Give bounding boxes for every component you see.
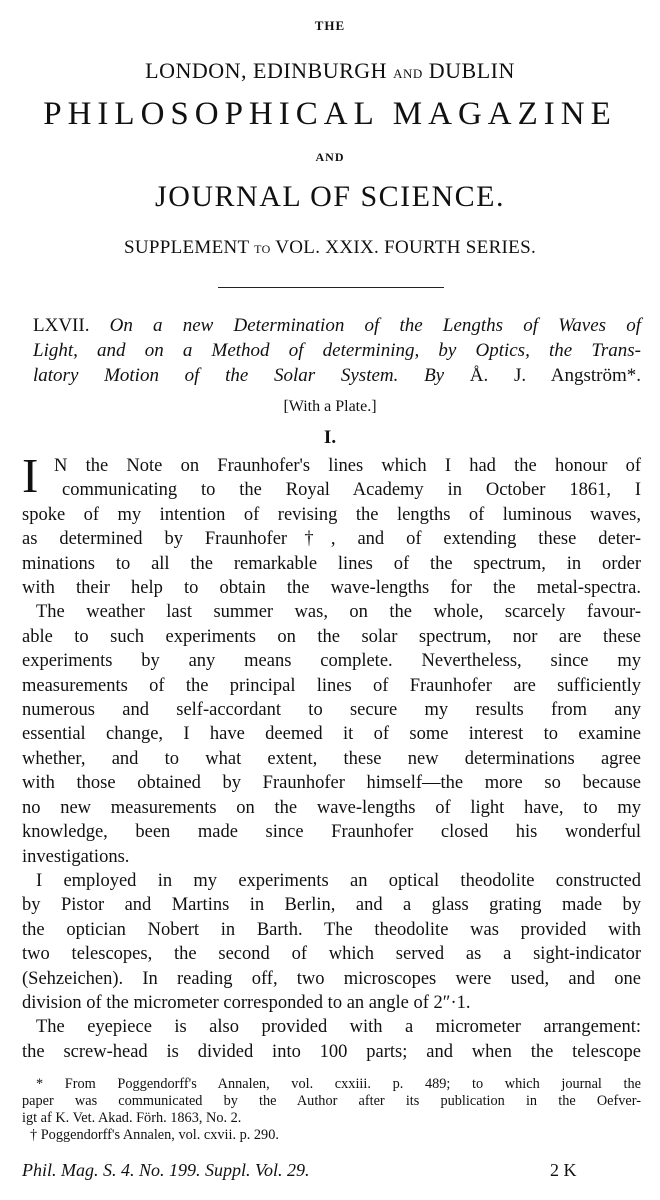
body-line: able to such experiments on the solar spectrum, nor are these: [22, 626, 641, 647]
footnote-line: paper was communicated by the Author after its publication in the Oefver-: [22, 1093, 641, 1109]
header-london-part-a: LONDON, EDINBURGH: [145, 58, 394, 83]
title-line-3-text: latory Motion of the Solar System. By: [33, 365, 445, 386]
header-the: THE: [314, 18, 346, 33]
header-london-and: AND: [393, 66, 423, 81]
article-title: [33, 313, 641, 388]
title-line-3: [33, 363, 641, 388]
body-line: numerous and self-accordant to secure my results from any: [22, 700, 641, 721]
body-line: by Pistor and Martins in Berlin, and a glass grating made by: [22, 895, 641, 916]
body-line: N the Note on Fraunhofer's lines which I had the honour of: [54, 456, 641, 476]
footnote-line: igt af K. Vet. Akad. Förh. 1863, No. 2.: [22, 1110, 242, 1126]
plate-note: [With a Plate.]: [283, 398, 377, 415]
header-supplement: [0, 237, 660, 259]
body-line: minations to all the remarkable lines of the spectrum, in order: [22, 553, 641, 574]
body-line: (Sehzeichen). In reading off, two microscopes were used, and one: [22, 968, 641, 989]
body-line: with those obtained by Fraunhofer himself—the more so because: [22, 773, 641, 794]
footnote-line: * From Poggendorff's Annalen, vol. cxxiii. p. 489; to which journal the: [36, 1076, 641, 1092]
title-line-2-text: Light, and on a Method of determining, by Optics, the Trans-: [33, 340, 641, 361]
header-supp-to: TO: [254, 242, 271, 256]
header-philosophical-magazine: PHILOSOPHICAL MAGAZINE: [43, 96, 617, 132]
body-line: experiments by any means complete. Nevertheless, since my: [22, 651, 641, 672]
body-line: the optician Nobert in Barth. The theodolite was provided with: [22, 919, 641, 940]
body-line: with their help to obtain the wave-lengths for the metal-spectra.: [22, 578, 641, 599]
drop-cap: I: [22, 448, 39, 503]
footnote-line: † Poggendorff's Annalen, vol. cxvii. p. 290.: [30, 1127, 279, 1143]
footer-signature: Phil. Mag. S. 4. No. 199. Suppl. Vol. 29.: [22, 1160, 310, 1180]
header-supp-part-b: VOL. XXIX. FOURTH SERIES.: [270, 237, 537, 258]
title-line-1: [33, 313, 641, 338]
header-london-part-b: DUBLIN: [422, 58, 515, 83]
body-line: investigations.: [22, 846, 130, 867]
title-line-2: [33, 338, 641, 363]
body-line: measurements of the principal lines of Fraunhofer are sufficiently: [22, 675, 641, 696]
body-line: The weather last summer was, on the whole, scarcely favour-: [36, 602, 641, 623]
body-line: spoke of my intention of revising the lengths of luminous waves,: [22, 504, 641, 525]
section-number: I.: [323, 427, 337, 448]
footnotes: [22, 1076, 641, 1144]
body-line: The eyepiece is also provided with a micrometer arrangement:: [36, 1017, 641, 1038]
header-and: AND: [315, 150, 345, 164]
body-text: [22, 454, 641, 1064]
footer-sheet-mark: 2 K: [550, 1160, 577, 1180]
body-line: the screw-head is divided into 100 parts; and when the telescope: [22, 1041, 641, 1062]
body-line: no new measurements on the wave-lengths of light have, to my: [22, 797, 641, 818]
header-supp-part-a: SUPPLEMENT: [123, 237, 255, 258]
body-line: whether, and to what extent, these new determinations agree: [22, 748, 641, 769]
body-line: two telescopes, the second of which served as a sight-indicator: [22, 944, 641, 965]
title-line-1-text: On a new Determination of the Lengths of Waves of: [109, 315, 641, 336]
header-divider: [218, 287, 444, 288]
body-line: essential change, I have deemed it of some interest to examine: [22, 724, 641, 745]
header-london-edinburgh-dublin: [0, 58, 660, 84]
title-line-1-number: LXVII.: [33, 315, 110, 336]
article-author: Å. J. Angström*.: [444, 365, 641, 386]
header-journal-of-science: JOURNAL OF SCIENCE.: [155, 180, 505, 213]
body-line: I employed in my experiments an optical theodolite constructed: [36, 870, 641, 891]
body-line: division of the micrometer corresponded to an angle of 2″·1.: [22, 992, 471, 1013]
body-line: communicating to the Royal Academy in October 1861, I: [62, 480, 641, 501]
body-line: as determined by Fraunhofer†, and of extending these deter-: [22, 529, 641, 550]
body-line: knowledge, been made since Fraunhofer closed his wonderful: [22, 822, 641, 843]
